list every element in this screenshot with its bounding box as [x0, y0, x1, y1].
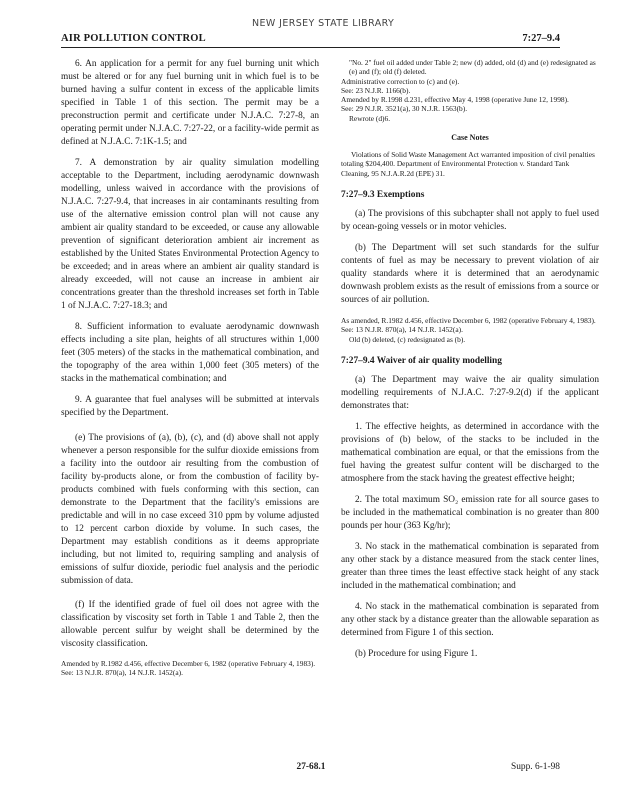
- running-head-section: 7:27–9.4: [522, 33, 560, 44]
- case-notes-title: Case Notes: [451, 133, 489, 143]
- history-note: Amended by R.1998 d.231, effective May 4, 1998 (operative June 12, 1998).: [341, 95, 569, 105]
- history-note: See: 23 N.J.R. 1166(b).: [341, 85, 411, 95]
- paragraph-4: 4. No stack in the mathematical combination is separated from any other stack by a distance greater than the allowable separation as determined from Figure 1 of this section.: [341, 601, 599, 638]
- history-note: Old (b) deleted, (c) redesignated as (b).: [349, 334, 466, 344]
- paragraph-1: 1. The effective heights, as determined in accordance with the provisions of (b) below, of the stacks to be included in the mathematical combination are equal, or that the emissions from the fuel having the greatest sulfur content will be discharged to the atmosphere from the stack having the greatest effective height;: [341, 421, 599, 484]
- paragraph-6: 6. An application for a permit for any fuel burning unit which must be altered or for any fuel burning unit in which fuel is to be burned having a sulfur content in excess of the applicable limits specified in Table 1 of this section. The permit may be a preconstruction permit and certificate under N.J.A.C. 7:27-8, an operating permit under N.J.A.C. 7:27-22, or a facility-wide permit as defined at N.J.A.C. 7:1K-1.5; and: [61, 59, 319, 147]
- header-rule: [61, 47, 560, 48]
- section-heading: 7:27–9.3 Exemptions: [341, 189, 425, 200]
- history-note: Rewrote (d)6.: [349, 113, 391, 123]
- history-note: Administrative correction to (c) and (e).: [341, 76, 460, 86]
- paragraph-8: 8. Sufficient information to evaluate aerodynamic downwash effects including a site plan, heights of all structures within 1,000 feet (305 meters) of the stacks in the mathematical combination, and the topography of the area within 1,000 feet (305 meters) of the stacks in the mathematical combination; and: [61, 322, 319, 384]
- subsection-f: (f) If the identified grade of fuel oil does not agree with the classification by viscosity set forth in Table 1 and Table 2, then the allowable percent sulfur by weight shall be determined by the viscosity classification.: [61, 600, 319, 649]
- subsection-b: (b) The Department will set such standards for the sulfur contents of fuel as may be necessary to prevent violation of air quality standards where it is determined that an aerodynamic downwash problem exists as the result of emissions from a source or sources of air pollution.: [341, 242, 599, 305]
- subsection-a: (a) The Department may waive the air quality simulation modelling requirements of N.J.A.C. 7:27-9.2(d) if the applicant demonstrates that:: [341, 374, 599, 411]
- right-column: [341, 58, 599, 669]
- history-note: Amended by R.1982 d.456, effective December 6, 1982 (operative February 4, 1983).: [61, 659, 316, 668]
- library-stamp: NEW JERSEY STATE LIBRARY: [252, 18, 395, 29]
- supplement-date: Supp. 6-1-98: [511, 762, 560, 772]
- history-note: See: 13 N.J.R. 870(a), 14 N.J.R. 1452(a).: [61, 668, 183, 678]
- paragraph-2: 2. The total maximum SO₂ emission rate for all source gases to be included in the mathematical combination is no greater than 800 pounds per hour (363 Kg/hr);: [341, 494, 599, 531]
- left-column: [61, 58, 319, 678]
- paragraph-7: 7. A demonstration by air quality simulation modelling acceptable to the Department, including aerodynamic downwash modelling, unless waived in accordance with the provisions of N.J.A.C. 7:27-9.4, that increases in air contaminants resulting from use of the alternative emission control plan will not cause any ambient air quality standard to be exceeded, or cause any allowable prevention of significant deterioration ambient air increment as established by the United States Environmental Protection Agency to be exceeded; and in areas where an ambient air quality standard is already exceeded, will not cause an increase in ambient air concentrations greater than the threshold increases set forth in Table 1 of N.J.A.C. 7:27-18.3; and: [61, 158, 319, 311]
- paragraph-3: 3. No stack in the mathematical combination is separated from any other stack by a distance measured from the stack center lines, greater than three times the least effective stack height of any stack included in the mathematical combination; and: [341, 541, 599, 591]
- page-number: 27-68.1: [296, 762, 326, 772]
- case-note: Violations of Solid Waste Management Act warranted imposition of civil penalties totaling $204,400. Department of Environmental Protection v. Standard Tank Cleaning, 95 N.J.A.R.2d (EPE) 31.: [341, 150, 595, 178]
- paragraph-9: 9. A guarantee that fuel analyses will be submitted at intervals specified by the Department.: [61, 395, 319, 418]
- subsection-e: (e) The provisions of (a), (b), (c), and (d) above shall not apply whenever a person responsible for the sulfur dioxide emissions from a facility into the outdoor air resulting from the combustion of facility by-products alone, or from the combustion of facility by-products combined with fuels conforming with this section, can demonstrate to the Department that the facility's emissions are predictable and will in no case exceed 310 ppm by volume adjusted to 12 percent carbon dioxide by volume. In such cases, the Department may establish conditions as it deems appropriate including, but not limited to, requiring sampling and analysis of emissions of sulfur dioxide, periodic fuel analysis and the periodic submission of data.: [61, 433, 319, 586]
- history-note: As amended, R.1982 d.456, effective December 6, 1982 (operative February 4, 1983).: [341, 315, 596, 325]
- history-note: See: 13 N.J.R. 870(a), 14 N.J.R. 1452(a).: [341, 325, 463, 335]
- section-heading: 7:27–9.4 Waiver of air quality modelling: [341, 355, 502, 366]
- history-note: "No. 2" fuel oil added under Table 2; new (d) added, old (d) and (e) redesignated as (e) and (f); old (f) deleted.: [349, 58, 596, 77]
- running-head-title: AIR POLLUTION CONTROL: [61, 33, 206, 44]
- subsection-a: (a) The provisions of this subchapter shall not apply to fuel used by ocean-going vessels or in motor vehicles.: [341, 208, 599, 232]
- subsection-b: (b) Procedure for using Figure 1.: [355, 648, 478, 659]
- history-note: See: 29 N.J.R. 3521(a), 30 N.J.R. 1563(b).: [341, 104, 468, 114]
